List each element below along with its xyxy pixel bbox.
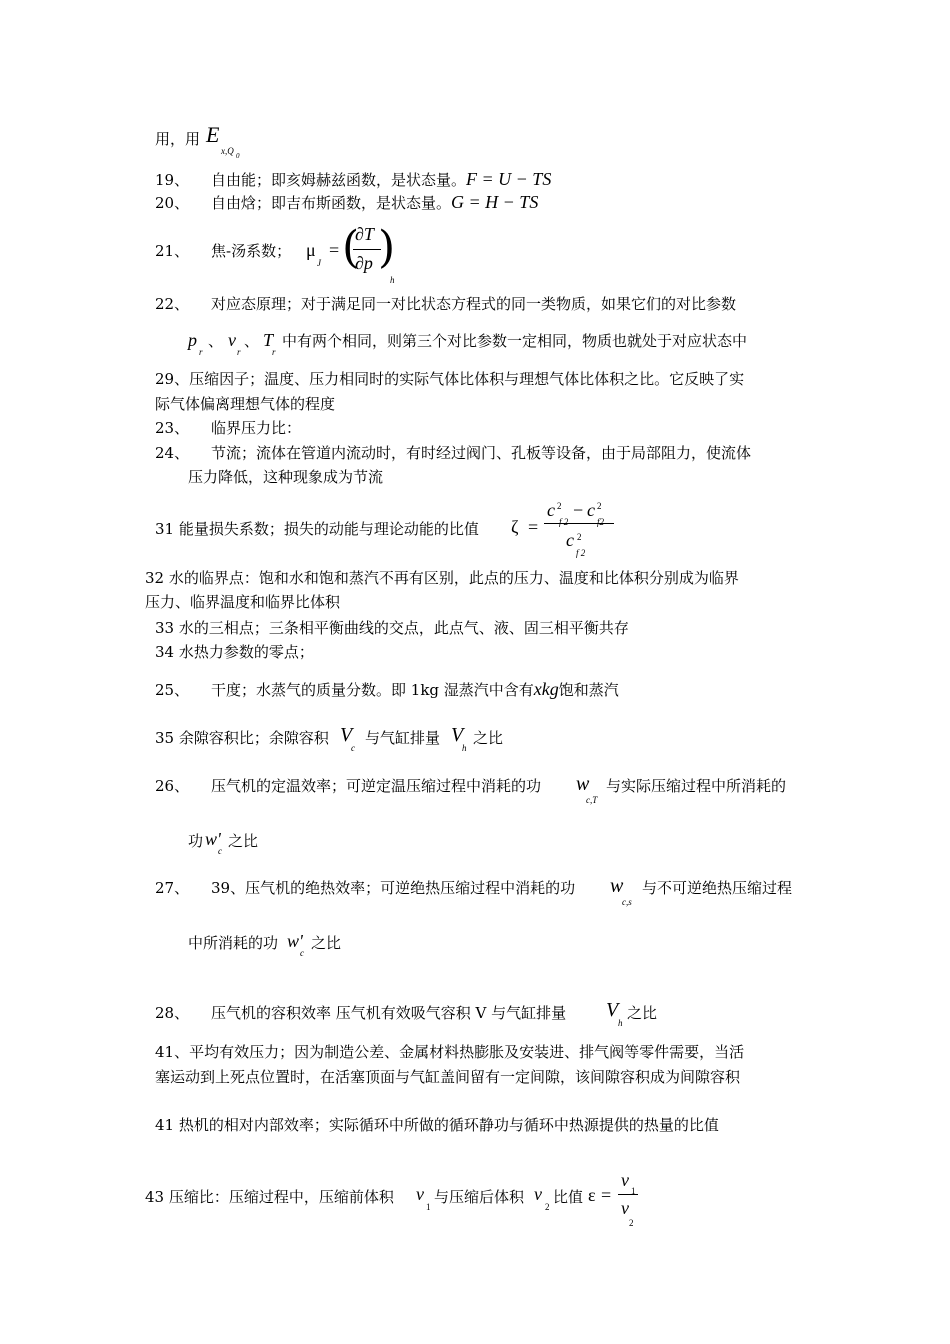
c-subscript: c: [218, 846, 222, 856]
equals: =: [528, 517, 539, 537]
item-text: 与压缩后体积: [434, 1188, 525, 1206]
item-23: [155, 419, 301, 437]
w-prime-symbol: w': [205, 829, 221, 849]
p-reduced: p: [188, 330, 197, 350]
fraction-line: [618, 1194, 638, 1195]
item-text: 之比: [311, 934, 342, 952]
exergy-subscript: x,Q: [221, 146, 234, 156]
v-symbol: v: [621, 1198, 629, 1218]
h-subscript: h: [618, 1018, 623, 1028]
text: 用，用: [155, 130, 201, 148]
item-text: 自由焓；即吉布斯函数，是状态量。: [211, 194, 452, 212]
r-sub: r: [199, 347, 203, 357]
equals: =: [329, 240, 340, 260]
item-text: 干度；水蒸气的质量分数。即 1kg 湿蒸汽中含有: [211, 681, 534, 699]
c-symbol: c: [566, 530, 574, 550]
item-number: 19、: [155, 171, 190, 189]
item-29-a: 29、压缩因子；温度、压力相同时的实际气体比体积与理想气体比体积之比。它反映了实: [155, 370, 745, 388]
item-43: 43 压缩比：压缩过程中，压缩前体积: [145, 1188, 394, 1206]
exergy-subscript-zero: 0: [236, 152, 240, 160]
v-symbol: v: [621, 1170, 629, 1190]
item-text: 压气机的定温效率；可逆定温压缩过程中消耗的功: [211, 777, 542, 795]
item-32-b: 压力、临界温度和临界比体积: [145, 593, 341, 611]
r-sub: r: [272, 347, 276, 357]
right-paren: ): [378, 222, 396, 273]
item-number: 26、: [155, 777, 190, 795]
item-24-b: 压力降低，这种现象成为节流: [188, 468, 384, 486]
exergy-symbol: E: [206, 122, 220, 147]
mu-symbol: μ: [306, 240, 316, 260]
item-32-a: 32 水的临界点：饱和水和饱和蒸汽不再有区别，此点的压力、温度和比体积分别成为临界: [145, 569, 739, 587]
v-symbol: v: [534, 1184, 542, 1204]
superscript-2: 2: [557, 501, 562, 511]
separator: 、: [208, 332, 224, 350]
item-22: [155, 295, 736, 313]
item-number: 27、: [155, 879, 190, 897]
c-symbol: c: [547, 500, 555, 520]
denominator: ∂p: [355, 253, 373, 273]
item-text: 饱和蒸汽: [558, 681, 619, 699]
item-number: 24、: [155, 444, 190, 462]
left-paren: (: [342, 222, 360, 273]
v-symbol: V: [451, 724, 464, 746]
item-27-b: 中所消耗的功: [188, 934, 279, 952]
item-text: 自由能；即亥姆赫兹函数，是状态量。: [211, 171, 467, 189]
f2-subscript: f 2: [576, 548, 586, 558]
item-number: 25、: [155, 681, 190, 699]
line-continuation: [155, 130, 200, 148]
item-25: [155, 680, 619, 699]
w-symbol: w: [576, 773, 590, 795]
f2-subscript: f2: [597, 517, 605, 527]
item-text: 中有两个相同，则第三个对比参数一定相同，物质也就处于对应状态中: [282, 332, 748, 350]
two-subscript: 2: [629, 1218, 634, 1228]
f2-subscript: f 2: [559, 517, 569, 527]
fraction-line: [544, 523, 614, 524]
item-24: [155, 444, 751, 462]
item-35: 35 余隙容积比；余隙容积: [155, 729, 329, 747]
cT-subscript: c,T: [586, 795, 598, 805]
v-symbol: v: [416, 1184, 424, 1204]
mu-subscript: J: [317, 258, 321, 268]
item-number: 21、: [155, 242, 190, 260]
formula: F = U − TS: [466, 169, 552, 189]
item-19: [155, 170, 551, 189]
v-symbol: V: [340, 724, 353, 746]
one-subscript: 1: [631, 1186, 636, 1196]
item-33: 33 水的三相点；三条相平衡曲线的交点，此点气、液、固三相平衡共存: [155, 619, 629, 637]
separator: 、: [244, 332, 260, 350]
c-symbol: c: [587, 500, 595, 520]
numerator: ∂T: [355, 224, 374, 244]
item-41-b: 塞运动到上死点位置时，在活塞顶面与气缸盖间留有一定间隙，该间隙容积成为间隙容积: [155, 1068, 741, 1086]
item-20: [155, 193, 538, 212]
item-number: 20、: [155, 194, 190, 212]
item-text: 对应态原理；对于满足同一对比状态方程式的同一类物质，如果它们的对比参数: [211, 295, 737, 313]
item-34: 34 水热力参数的零点；: [155, 643, 314, 661]
zeta-symbol: ζ: [511, 517, 519, 537]
one-subscript: 1: [426, 1202, 431, 1212]
item-number: 28、: [155, 1004, 190, 1022]
epsilon-symbol: ε: [588, 1185, 596, 1205]
item-41-relative-efficiency: 41 热机的相对内部效率；实际循环中所做的循环静功与循环中热源提供的热量的比值: [155, 1116, 719, 1134]
item-number: 22、: [155, 295, 190, 313]
item-text: 焦-汤系数；: [211, 242, 292, 260]
equals: =: [601, 1185, 612, 1205]
v-reduced: v: [228, 330, 236, 350]
item-21: [155, 242, 291, 260]
item-text: 之比: [627, 1004, 658, 1022]
item-41-a: 41、平均有效压力；因为制造公差、金属材料热膨胀及安装进、排气阀等零件需要，当活: [155, 1043, 745, 1061]
item-text: 节流；流体在管道内流动时，有时经过阀门、孔板等设备，由于局部阻力，使流体: [211, 444, 752, 462]
fraction-line: [353, 249, 381, 250]
item-27: [155, 879, 575, 897]
item-text: 与气缸排量: [365, 729, 441, 747]
v-symbol: V: [606, 999, 619, 1021]
c-subscript: c: [300, 948, 304, 958]
item-text: 39、压气机的绝热效率；可逆绝热压缩过程中消耗的功: [211, 879, 576, 897]
two-subscript: 2: [545, 1202, 550, 1212]
item-26-b: 功: [188, 832, 204, 850]
t-reduced: T: [263, 330, 274, 350]
item-29-b: 际气体偏离理想气体的程度: [155, 395, 336, 413]
r-sub: r: [237, 347, 241, 357]
item-number: 23、: [155, 419, 190, 437]
item-text: 与实际压缩过程中所消耗的: [606, 777, 787, 795]
w-prime-symbol: w': [287, 931, 303, 951]
item-text: 之比: [228, 832, 259, 850]
xkg-symbol: xkg: [533, 679, 559, 699]
item-text: 与不可逆绝热压缩过程: [642, 879, 793, 897]
formula: G = H − TS: [451, 192, 539, 212]
c-subscript: c: [351, 743, 355, 753]
item-text: 比值: [553, 1188, 584, 1206]
minus: −: [573, 500, 584, 520]
h-subscript: h: [390, 275, 395, 285]
superscript-2: 2: [577, 532, 582, 542]
item-text: 之比: [473, 729, 504, 747]
item-text: 临界压力比：: [211, 419, 302, 437]
item-28: [155, 1004, 566, 1022]
w-symbol: w: [610, 875, 624, 897]
superscript-2: 2: [597, 501, 602, 511]
h-subscript: h: [462, 743, 467, 753]
item-31: 31 能量损失系数；损失的动能与理论动能的比值: [155, 520, 479, 538]
cs-subscript: c,s: [622, 897, 632, 907]
item-text: 压气机的容积效率 压气机有效吸气容积 V 与气缸排量: [211, 1004, 567, 1022]
item-26: [155, 777, 541, 795]
